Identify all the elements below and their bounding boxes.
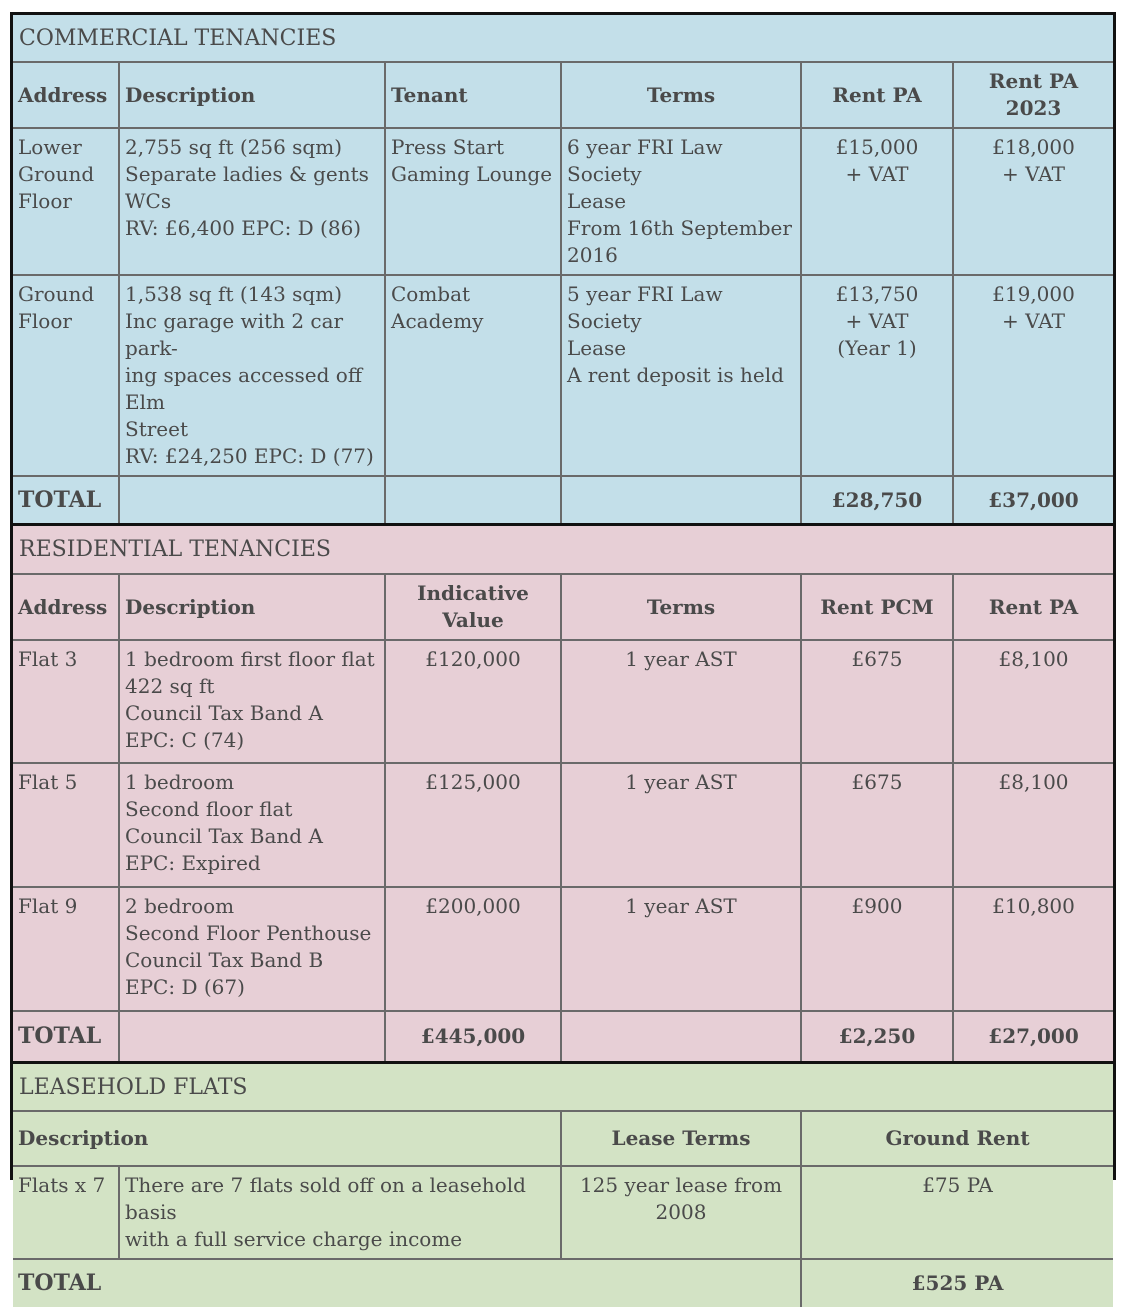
column-header: Indicative Value <box>385 574 561 640</box>
terms-cell: 1 year AST <box>561 887 801 1011</box>
rent-pcm-cell: £900 <box>801 887 953 1011</box>
address-cell: Flat 9 <box>13 887 119 1011</box>
column-header: Terms <box>561 574 801 640</box>
terms-cell: 5 year FRI Law Society Lease A rent deposit is held <box>561 275 801 476</box>
section-title: COMMERCIAL TENANCIES <box>13 15 1113 62</box>
tenant-cell: Combat Academy <box>385 275 561 476</box>
description-cell: 1 bedroom first floor flat 422 sq ft Council Tax Band A EPC: C (74) <box>119 640 385 763</box>
description-cell: 2,755 sq ft (256 sqm) Separate ladies & gents WCs RV: £6,400 EPC: D (86) <box>119 128 385 275</box>
value-cell: £125,000 <box>385 763 561 887</box>
total-ground-rent: £525 PA <box>801 1259 1113 1307</box>
rent-pcm-cell: £675 <box>801 763 953 887</box>
terms-cell: 6 year FRI Law Society Lease From 16th September 2016 <box>561 128 801 275</box>
column-header: Description <box>119 62 385 128</box>
rent-pa-cell: £8,100 <box>953 763 1113 887</box>
total-row <box>13 1011 1113 1061</box>
rent-pa-cell: £15,000 + VAT <box>801 128 953 275</box>
lease-terms-cell: 125 year lease from 2008 <box>561 1166 801 1259</box>
column-header: Tenant <box>385 62 561 128</box>
total-row <box>13 1259 1113 1307</box>
address-cell: Flat 3 <box>13 640 119 763</box>
address-cell: Flat 5 <box>13 763 119 887</box>
rent-pa-2023-cell: £19,000 + VAT <box>953 275 1113 476</box>
description-cell: 1 bedroom Second floor flat Council Tax Band A EPC: Expired <box>119 763 385 887</box>
rent-pa-2023-cell: £18,000 + VAT <box>953 128 1113 275</box>
table-row <box>13 763 1113 887</box>
rent-pa-cell: £13,750 + VAT (Year 1) <box>801 275 953 476</box>
description-cell: 2 bedroom Second Floor Penthouse Council Tax Band B EPC: D (67) <box>119 887 385 1011</box>
table-row <box>13 128 1113 275</box>
address-cell: Ground Floor <box>13 275 119 476</box>
table-row <box>13 640 1113 763</box>
table-row <box>13 887 1113 1011</box>
rent-pa-cell: £8,100 <box>953 640 1113 763</box>
leasehold-section <box>13 1064 1113 1307</box>
table-row <box>13 275 1113 476</box>
residential-table <box>13 526 1113 1061</box>
total-rent-pcm: £2,250 <box>801 1011 953 1061</box>
column-header: Rent PCM <box>801 574 953 640</box>
terms-cell: 1 year AST <box>561 763 801 887</box>
column-header: Rent PA <box>801 62 953 128</box>
total-label: TOTAL <box>13 1011 119 1061</box>
column-header: Terms <box>561 62 801 128</box>
terms-cell: 1 year AST <box>561 640 801 763</box>
flats-label-cell: Flats x 7 <box>13 1166 119 1259</box>
address-cell: Lower Ground Floor <box>13 128 119 275</box>
tenant-cell: Press Start Gaming Lounge <box>385 128 561 275</box>
section-title: LEASEHOLD FLATS <box>13 1064 1113 1111</box>
tenancy-schedule <box>10 12 1116 1296</box>
value-cell: £120,000 <box>385 640 561 763</box>
total-label: TOTAL <box>13 1259 801 1307</box>
residential-section <box>13 526 1113 1064</box>
rent-pcm-cell: £675 <box>801 640 953 763</box>
total-row <box>13 476 1113 523</box>
value-cell: £200,000 <box>385 887 561 1011</box>
total-value: £445,000 <box>385 1011 561 1061</box>
column-header: Rent PA 2023 <box>953 62 1113 128</box>
section-title: RESIDENTIAL TENANCIES <box>13 526 1113 574</box>
table-row <box>13 1166 1113 1259</box>
total-label: TOTAL <box>13 476 119 523</box>
rent-pa-cell: £10,800 <box>953 887 1113 1011</box>
column-header: Address <box>13 62 119 128</box>
ground-rent-cell: £75 PA <box>801 1166 1113 1259</box>
commercial-section <box>13 15 1113 526</box>
total-rent-pa: £28,750 <box>801 476 953 523</box>
total-rent-pa-2023: £37,000 <box>953 476 1113 523</box>
column-header: Rent PA <box>953 574 1113 640</box>
description-cell: There are 7 flats sold off on a leasehold basis with a full service charge income <box>119 1166 561 1259</box>
total-rent-pa: £27,000 <box>953 1011 1113 1061</box>
column-header: Description <box>13 1111 561 1166</box>
column-header: Description <box>119 574 385 640</box>
column-header: Ground Rent <box>801 1111 1113 1166</box>
leasehold-table <box>13 1064 1113 1307</box>
column-header: Address <box>13 574 119 640</box>
commercial-table <box>13 15 1113 523</box>
description-cell: 1,538 sq ft (143 sqm) Inc garage with 2 car park- ing spaces accessed off Elm Street RV: £24,250 EPC: D (77) <box>119 275 385 476</box>
column-header: Lease Terms <box>561 1111 801 1166</box>
